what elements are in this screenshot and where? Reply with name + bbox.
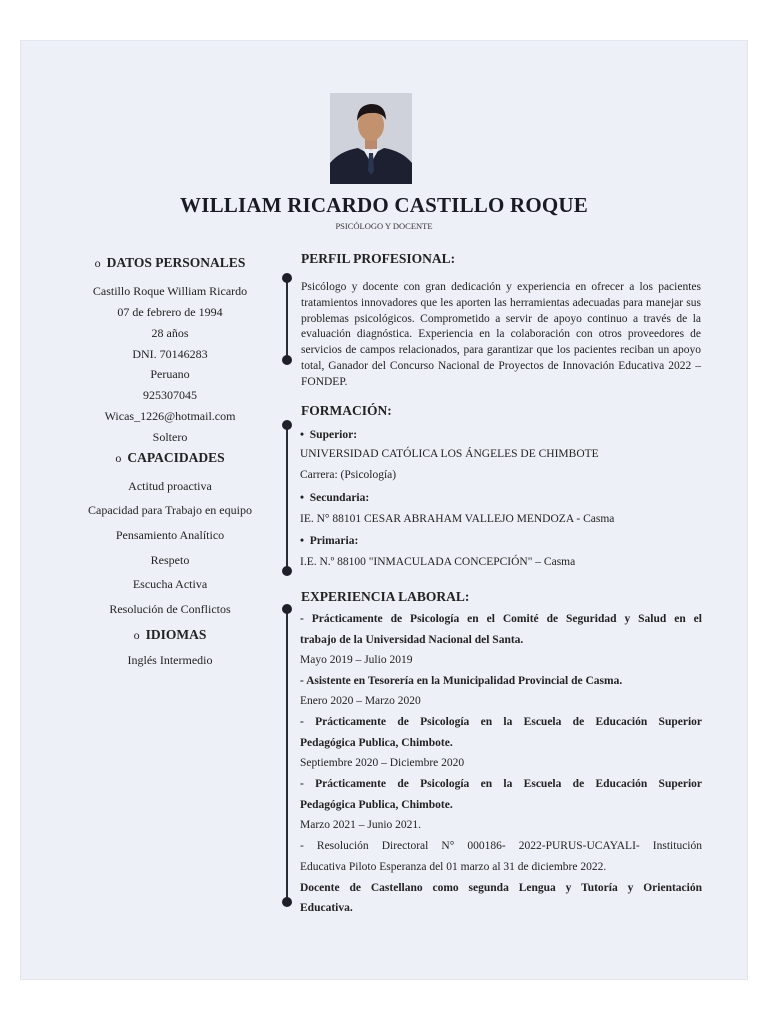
formacion-label: Primaria: bbox=[309, 535, 359, 547]
candidate-name: WILLIAM RICARDO CASTILLO ROQUE bbox=[180, 193, 588, 217]
datos-item: Castillo Roque William Ricardo bbox=[92, 284, 248, 298]
experiencia-item: - Prácticamente de Psicología en la Escuela de Educación Superior bbox=[300, 778, 702, 790]
timeline-dot bbox=[282, 604, 292, 614]
section-experiencia-laboral: EXPERIENCIA LABORAL: bbox=[301, 589, 470, 604]
capacidad-item: Resolución de Conflictos bbox=[109, 602, 231, 616]
timeline-dot bbox=[282, 897, 292, 907]
section-idiomas bbox=[60, 627, 280, 643]
datos-item: 925307045 bbox=[143, 388, 197, 402]
section-formacion: FORMACIÓN: bbox=[301, 403, 392, 418]
timeline-dot bbox=[282, 355, 292, 365]
datos-item: Wicas_1226@hotmail.com bbox=[104, 409, 236, 423]
experiencia-item: Pedagógica Publica, Chimbote. bbox=[300, 799, 453, 811]
experiencia-date: Marzo 2021 – Junio 2021. bbox=[300, 819, 422, 831]
circle-bullet-icon: o bbox=[115, 451, 122, 465]
section-capacidades bbox=[60, 450, 280, 466]
experiencia-item: - Resolución Directoral N° 000186- 2022-PURUS-UCAYALI- Institución bbox=[300, 840, 702, 852]
experiencia-item: Docente de Castellano como segunda Lengua y Tutoría y Orientación bbox=[300, 882, 702, 894]
section-title: DATOS PERSONALES bbox=[106, 255, 246, 270]
formacion-label: Superior: bbox=[309, 429, 358, 441]
bullet-icon: • bbox=[300, 492, 305, 504]
experiencia-item: - Prácticamente de Psicología en la Escuela de Educación Superior bbox=[300, 716, 702, 728]
timeline-dot bbox=[282, 273, 292, 283]
experiencia-item: Educativa. bbox=[300, 902, 353, 914]
timeline-line bbox=[286, 424, 288, 574]
datos-item: Peruano bbox=[150, 367, 190, 381]
formacion-secundaria-inst: IE. N° 88101 CESAR ABRAHAM VALLEJO MENDOZA - Casma bbox=[300, 513, 615, 525]
formacion-secundaria bbox=[300, 492, 702, 504]
formacion-superior bbox=[300, 429, 702, 441]
circle-bullet-icon: o bbox=[94, 256, 101, 270]
candidate-title: PSICÓLOGO Y DOCENTE bbox=[335, 221, 433, 231]
experiencia-date: Septiembre 2020 – Diciembre 2020 bbox=[300, 757, 465, 769]
formacion-superior-carrera: Carrera: (Psicología) bbox=[300, 469, 397, 481]
capacidad-item: Capacidad para Trabajo en equipo bbox=[88, 503, 252, 517]
bullet-icon: • bbox=[300, 535, 305, 547]
profile-photo bbox=[330, 93, 412, 184]
experiencia-item: Pedagógica Publica, Chimbote. bbox=[300, 737, 453, 749]
circle-bullet-icon: o bbox=[133, 628, 140, 642]
timeline-dot bbox=[282, 420, 292, 430]
perfil-text: Psicólogo y docente con gran dedicación y experiencia en ofrecer a los pacientes tratamientos innovadores que les aporten las herramientas adecuadas para manejar sus problemas psicológicos. Comprometido a servir de apoyo continuo a través de la evaluación diagnóstica. Experiencia en la colaboración con otros proveedores de servicios de campos relacionados, para garantizar que los pacientes reciban un apoyo total, Ganador del Concurso Nacional de Proyectos de Innovación Educativa 2022 – FONDEP. bbox=[301, 281, 701, 388]
experiencia-date: Enero 2020 – Marzo 2020 bbox=[300, 695, 421, 707]
datos-item: DNI. 70146283 bbox=[132, 347, 208, 361]
section-title: CAPACIDADES bbox=[127, 450, 225, 465]
capacidad-item: Pensamiento Analítico bbox=[115, 528, 225, 542]
timeline-dot bbox=[282, 566, 292, 576]
experiencia-item: Educativa Piloto Esperanza del 01 marzo al 31 de diciembre 2022. bbox=[300, 861, 607, 873]
timeline-line bbox=[286, 608, 288, 904]
capacidad-item: Respeto bbox=[150, 553, 190, 567]
idioma-item: Inglés Intermedio bbox=[127, 653, 213, 667]
experiencia-date: Mayo 2019 – Julio 2019 bbox=[300, 654, 413, 666]
formacion-primaria-inst: I.E. N.º 88100 "INMACULADA CONCEPCIÓN" – Casma bbox=[300, 556, 576, 568]
datos-item: 07 de febrero de 1994 bbox=[117, 305, 223, 319]
timeline-line bbox=[286, 276, 288, 363]
experiencia-item: - Prácticamente de Psicología en el Comité de Seguridad y Salud en el bbox=[300, 613, 702, 625]
formacion-label: Secundaria: bbox=[309, 492, 370, 504]
datos-item: Soltero bbox=[152, 430, 188, 444]
capacidad-item: Actitud proactiva bbox=[128, 479, 212, 493]
capacidad-item: Escucha Activa bbox=[132, 577, 208, 591]
section-datos-personales bbox=[60, 255, 280, 271]
section-title: IDIOMAS bbox=[145, 627, 207, 642]
datos-item: 28 años bbox=[151, 326, 189, 340]
experiencia-item: - Asistente en Tesorería en la Municipalidad Provincial de Casma. bbox=[300, 675, 623, 687]
experiencia-item: trabajo de la Universidad Nacional del Santa. bbox=[300, 634, 524, 646]
bullet-icon: • bbox=[300, 429, 305, 441]
section-perfil-profesional: PERFIL PROFESIONAL: bbox=[301, 251, 456, 266]
formacion-primaria bbox=[300, 535, 702, 547]
formacion-superior-inst: UNIVERSIDAD CATÓLICA LOS ÁNGELES DE CHIMBOTE bbox=[300, 448, 599, 460]
